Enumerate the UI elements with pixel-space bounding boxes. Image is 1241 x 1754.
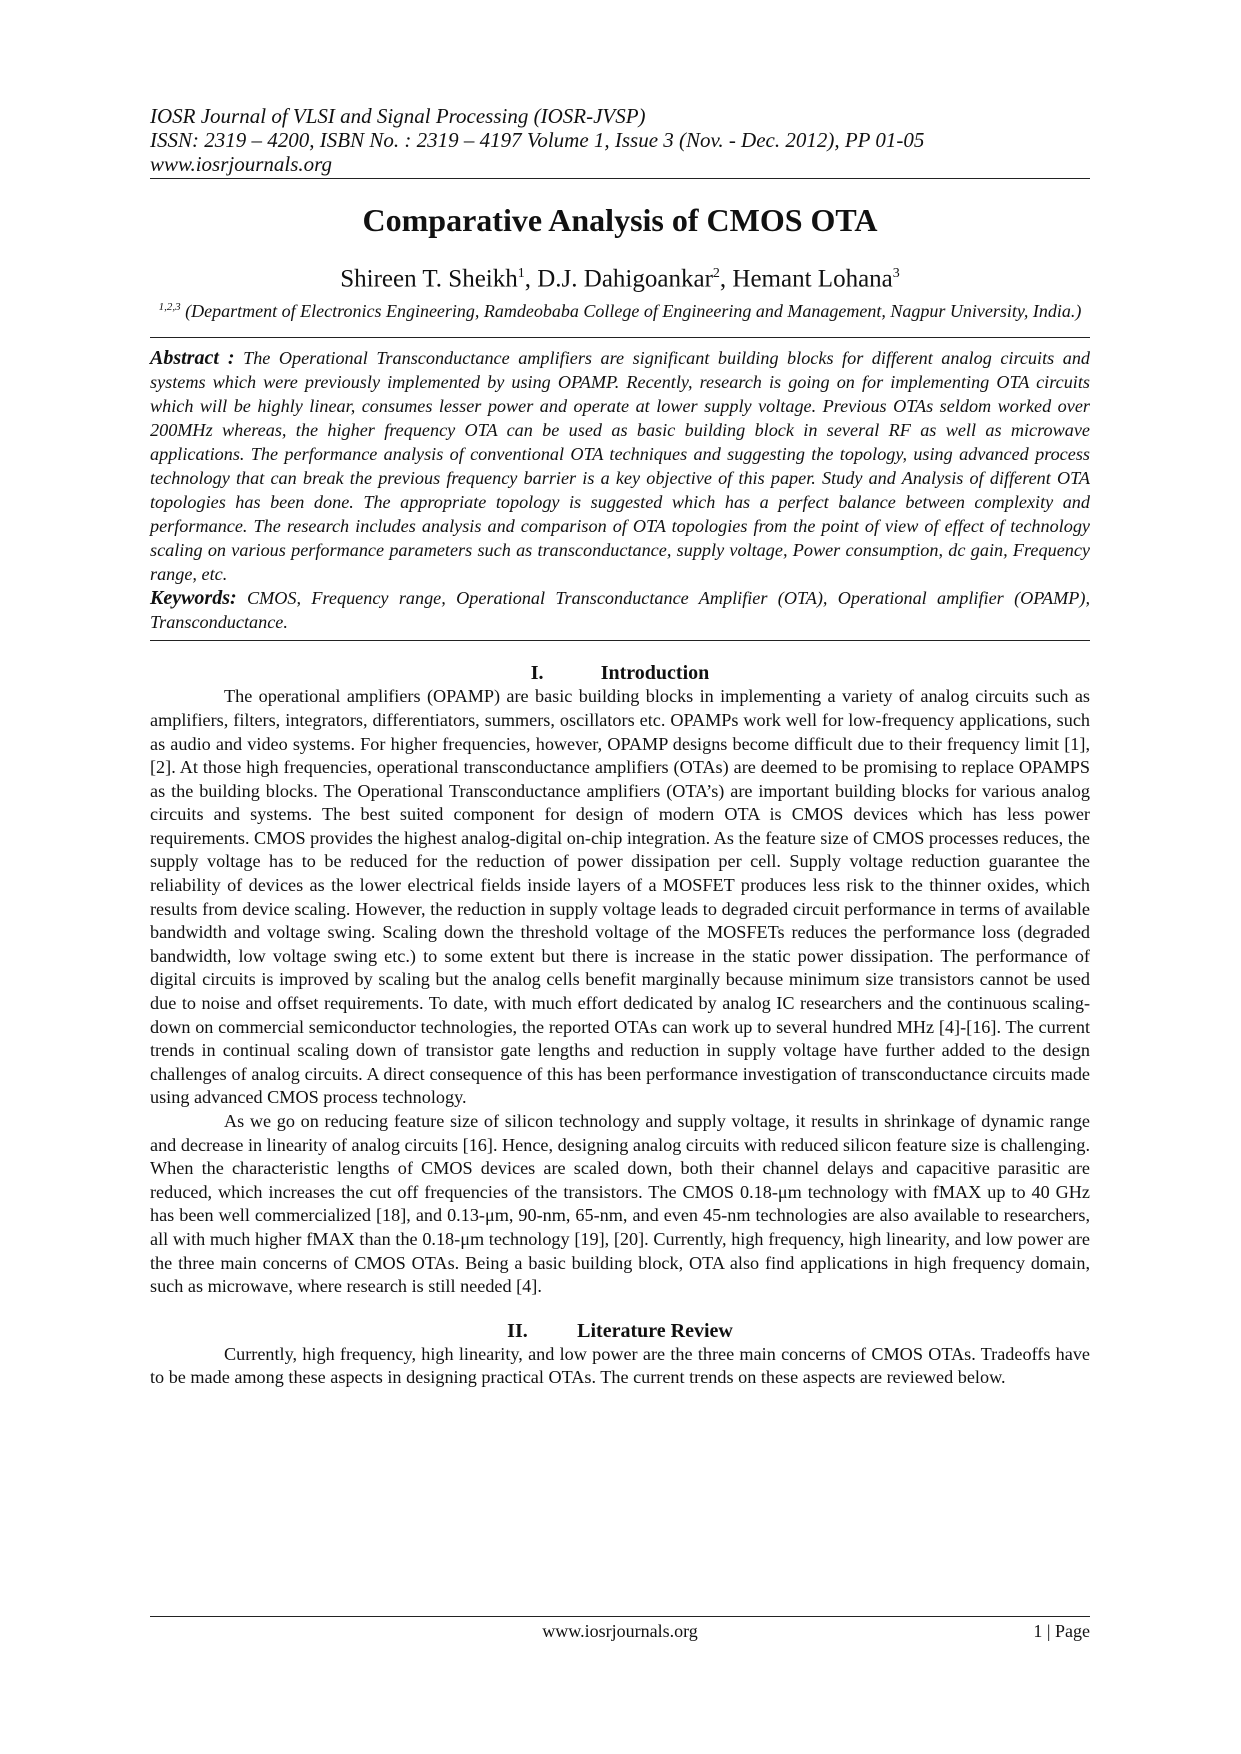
author-sup: 3 (892, 266, 900, 281)
abstract-block (150, 337, 1090, 641)
abstract-paragraph (150, 346, 1090, 586)
keywords-paragraph (150, 586, 1090, 634)
section-title: Introduction (600, 662, 710, 685)
section-heading (150, 1319, 1090, 1343)
author-sup: 1 (517, 266, 525, 281)
author-list: Shireen T. Sheikh$^1$, D.J. Dahigoankar$^2$, Hemant Lohana$^3$ (340, 265, 900, 293)
section-number: II. (507, 1319, 528, 1342)
section-heading (150, 661, 1090, 685)
abstract-text: The Operational Transconductance amplifiers are significant building blocks for different analog circuits and systems which were previously implemented by using OPAMP. Recently, research is going on for implementing OTA circuits which will be highly linear, consumes lesser power and operate at lower supply voltage. Previous OTAs seldom worked over 200MHz whereas, the higher frequency OTA can be used as basic building block in several RF as well as microwave applications. The performance analysis of conventional OTA techniques and suggesting the topology, using advanced process technology that can break the previous frequency barrier is a key objective of this paper. Study and Analysis of different OTA topologies has been done. The appropriate topology is suggested which has a perfect balance between complexity and performance. The research includes analysis and comparison of OTA topologies from the point of view of effect of technology scaling on various performance parameters such as transconductance, supply voltage, Power consumption, dc gain, Frequency range, etc. (150, 348, 1091, 585)
body-paragraph: Currently, high frequency, high linearity, and low power are the three main concerns of CMOS OTAs. Tradeoffs have to be made among these aspects in designing practical OTAs. The current trends on these aspects are reviewed below. (150, 1343, 1090, 1388)
body-paragraph: As we go on reducing feature size of silicon technology and supply voltage, it results in shrinkage of dynamic range and decrease in linearity of analog circuits [16]. Hence, designing analog circuits with reduced silicon feature size is challenging. When the characteristic lengths of CMOS devices are scaled down, both their channel delays and capacitive parasitic are reduced, which increases the cut off frequencies of the transistors. The CMOS 0.18-μm technology with fMAX up to 40 GHz has been well commercialized [18], and 0.13-μm, 90-nm, 65-nm, and even 45-nm technologies are also available to researchers, all with much higher fMAX than the 0.18-μm technology [19], [20]. Currently, high frequency, high linearity, and low power are the three main concerns of CMOS OTAs. Being a basic building block, OTA also find applications in high frequency domain, such as microwave, where research is still needed [4]. (150, 1111, 1090, 1297)
paper-page (150, 104, 1090, 1390)
abstract-label: Abstract : (150, 347, 235, 370)
section-title: Literature Review (577, 1319, 733, 1342)
body-paragraph: The operational amplifiers (OPAMP) are basic building blocks in implementing a variety of analog circuits such as amplifiers, filters, integrators, differentiators, summers, oscillators etc. OPAMPs work well for low-frequency applications, such as audio and video systems. For higher frequencies, however, OPAMP designs become difficult due to their frequency limit [1], [2]. At those high frequencies, operational transconductance amplifiers (OTAs) are deemed to be promising to replace OPAMPS as the building blocks. The Operational Transconductance amplifiers (OTA’s) are important building blocks for various analog circuits and systems. The best suited component for design of modern OTA is CMOS devices which has less power requirements. CMOS provides the highest analog-digital on-chip integration. As the feature size of CMOS processes reduces, the supply voltage has to be reduced for the reduction of power dissipation per cell. Supply voltage reduction guarantee the reliability of devices as the lower electrical fields inside layers of a MOSFET produces less risk to the thinner oxides, which results from device scaling. However, the reduction in supply voltage leads to degraded circuit performance in terms of available bandwidth and voltage swing. Scaling down the threshold voltage of the MOSFETs reduces the performance loss (degraded bandwidth, low voltage swing etc.) to some extent but there is increase in the static power dissipation. The performance of digital circuits is improved by scaling but the analog cells benefit marginally because minimum size transistors cannot be used due to noise and offset requirements. To date, with much effort dedicated by analog IC researchers and the continuous scaling-down on commercial semiconductor technologies, the reported OTAs can work up to several hundred MHz [4]-[16]. The current trends in continual scaling down of transistor gate lengths and reduction in supply voltage have further added to the design challenges of analog circuits. A direct consequence of this has been performance investigation of transconductance circuits made using advanced CMOS process technology. (150, 686, 1090, 1108)
journal-website: www.iosrjournals.org (150, 152, 333, 176)
author-name: Shireen T. Sheikh (340, 265, 518, 293)
keywords-text: CMOS, Frequency range, Operational Transconductance Amplifier (OTA), Operational amplifier (OPAMP), Transconductance. (150, 588, 1090, 633)
affiliation-sup: 1,2,3 (158, 301, 181, 314)
paper-title: Comparative Analysis of CMOS OTA (362, 202, 878, 238)
affiliation-text: (Department of Electronics Engineering, Ramdeobaba College of Engineering and Management, Nagpur University, India.) (185, 301, 1082, 322)
page-number: 1 | Page (1033, 1621, 1090, 1641)
affiliation (150, 296, 1090, 323)
keywords-label: Keywords: (150, 587, 237, 610)
footer-website[interactable]: www.iosrjournals.org (542, 1621, 698, 1641)
author-name: D.J. Dahigoankar (537, 265, 713, 293)
author-name: Hemant Lohana (732, 265, 893, 293)
section-number: I. (530, 662, 544, 685)
author-sup: 2 (712, 266, 720, 281)
header-rule (150, 178, 1090, 179)
page-footer (150, 1616, 1090, 1641)
journal-name: IOSR Journal of VLSI and Signal Processing (IOSR-JVSP) (150, 104, 646, 128)
journal-issn: ISSN: 2319 – 4200, ISBN No. : 2319 – 4197 Volume 1, Issue 3 (Nov. - Dec. 2012), PP 01-05 (150, 128, 925, 152)
